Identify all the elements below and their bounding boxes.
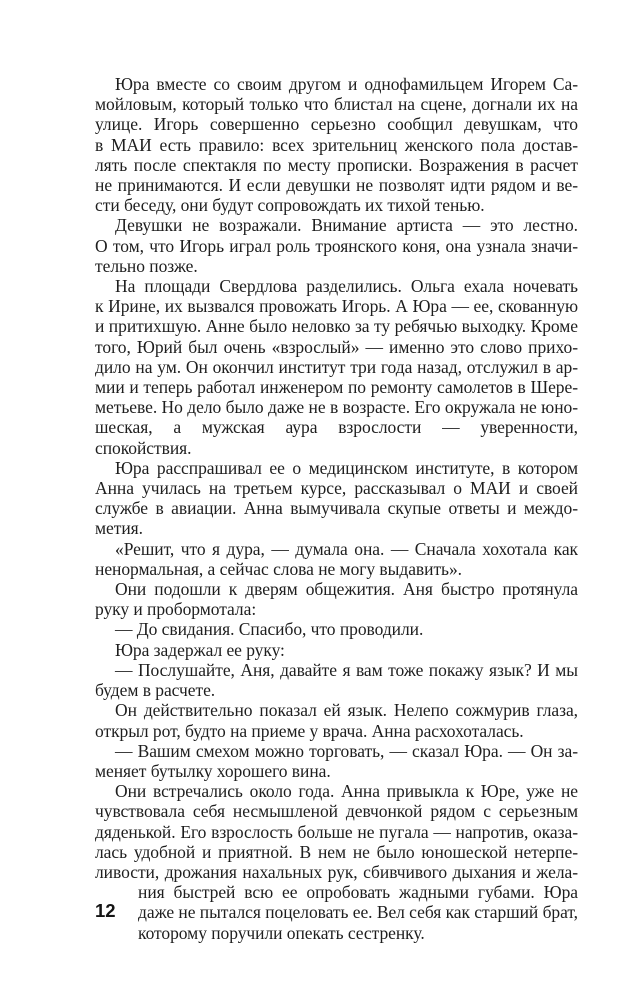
text-line: меняет бутылку хорошего вина. [95, 760, 331, 781]
text-line: — Послушайте, Аня, давайте я вам тоже покажу язык? И мы [115, 659, 578, 680]
paragraph [95, 458, 578, 539]
text-line: которому поручили опекать сестренку. [138, 922, 425, 943]
text-line: дило на ум. Он окончил институт три года назад, отслужил в ар- [95, 356, 578, 377]
text-line: Они подошли к дверям общежития. Аня быстро протянула [115, 579, 578, 600]
text-line: Он действительно показал ей язык. Нелепо сожмурив глаза, [115, 700, 578, 721]
text-line: службе в авиации. Анна вымучивала скупые ответы и междо- [95, 498, 578, 519]
text-line: Юра вместе со своим другом и однофамильцем Игорем Са- [115, 74, 578, 94]
text-line: На площади Свердлова разделились. Ольга ехала ночевать [115, 276, 578, 297]
paragraph [95, 579, 578, 619]
text-line: улице. Игорь совершенно серьезно сообщил девушкам, что [95, 114, 578, 135]
paragraph [95, 640, 578, 660]
text-line: ливости, дрожания нахальных рук, сбивчивого дыхания и жела- [95, 861, 578, 882]
paragraph [95, 660, 578, 700]
text-line: мии и теперь работал инженером по ремонту самолетов в Шере- [95, 377, 578, 398]
page-number: 12 [95, 900, 116, 921]
text-line: лять после спектакля по месту прописки. Возражения в расчет [95, 154, 578, 175]
paragraph [95, 741, 578, 781]
text-line: к Ирине, их вызвался провожать Игорь. А Юра — ее, скованную [95, 296, 578, 317]
text-line: того, Юрий был очень «взрослый» — именно это слово прихо- [95, 336, 578, 357]
text-line: шеская, а мужская аура взрослости — уверенности, спокойствия. [95, 417, 578, 458]
paragraph [95, 619, 578, 639]
text-line: Анна училась на третьем курсе, рассказывал о МАИ и своей [95, 478, 578, 499]
text-line: — Вашим смехом можно торговать, — сказал Юра. — Он за- [115, 740, 578, 761]
text-line: мойловым, который только что блистал на сцене, догнали их на [95, 94, 578, 115]
text-line: открыл рот, будто на приеме у врача. Анна расхохоталась. [95, 720, 524, 741]
text-line: будем в расчете. [95, 680, 216, 701]
text-line: метьеве. Но дело было даже не в возрасте. Его окружала не юно- [95, 397, 578, 418]
text-line: Девушки не возражали. Внимание артиста — это лестно. [115, 215, 578, 236]
text-line: и притихшую. Анне было неловко за ту ребячью выходку. Кроме [95, 316, 578, 337]
paragraph [95, 276, 578, 458]
text-line: «Решит, что я дура, — думала она. — Сначала хохотала как [115, 538, 578, 559]
paragraph [95, 74, 578, 215]
text-line: ния быстрей всю ее опробовать жадными губами. Юра [138, 882, 578, 903]
text-line: чувствовала себя несмышленой девчонкой рядом с серьезным [95, 801, 578, 822]
text-line: руку и пробормотала: [95, 599, 257, 620]
paragraph [95, 700, 578, 740]
text-line: даже не пытался поцеловать ее. Вел себя как старший брат, [138, 902, 578, 923]
text-line: дяденькой. Его взрослость больше не пугала — напротив, оказа- [95, 821, 578, 842]
text-line: ненормальная, а сейчас слова не могу выдавить». [95, 558, 463, 579]
text-line: лась удобной и приятной. В нем не было юношеской нетерпе- [95, 841, 578, 862]
text-line: тельно позже. [95, 255, 198, 276]
paragraph [95, 539, 578, 579]
text-line: сти беседу, они будут сопровождать их тихой тенью. [95, 195, 485, 216]
text-line: Они встречались около года. Анна привыкла к Юре, уже не [115, 781, 578, 802]
text-line: О том, что Игорь играл роль троянского коня, она узнала значи- [95, 235, 578, 256]
text-line: не принимаются. И если девушки не позволят идти рядом и ве- [95, 175, 578, 196]
paragraph [95, 781, 578, 943]
paragraph [95, 215, 578, 276]
text-line: — До свидания. Спасибо, что проводили. [115, 619, 424, 640]
text-line: метия. [95, 518, 143, 539]
page-text [95, 74, 578, 943]
text-line: Юра задержал ее руку: [115, 639, 285, 660]
text-line: Юра расспрашивал ее о медицинском институте, в котором [115, 457, 578, 478]
text-line: в МАИ есть правило: всех зрительниц женского пола достав- [95, 134, 578, 155]
